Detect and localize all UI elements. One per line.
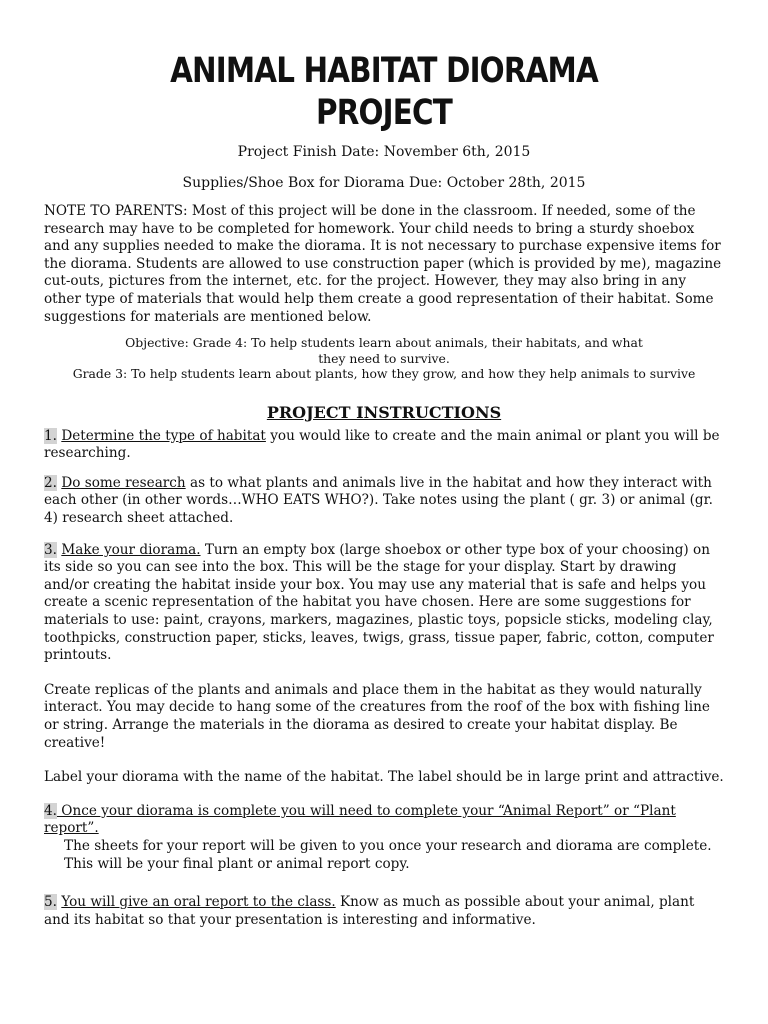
step-text: Know as much as possible about your animal, plant and its habitat so that your presentation is interesting and informative. [44, 894, 695, 928]
objective-grade3: Grade 3: To help students learn about plants, how they grow, and how they help animals to survive [72, 366, 696, 382]
replicas-paragraph: Create replicas of the plants and animals and place them in the habitat as they would naturally interact. You may decide to hang some of the creatures from the roof of the box with fishing line or string. Arrange the materials in the diorama as desired to create your habitat display. Be creative! [44, 681, 710, 751]
step-text: as to what plants and animals live in the habitat and how they interact with each other (in other words…WHO EATS WHO?). Take notes using the plant ( gr. 3) or animal (gr. 4) research sheet attached. [44, 474, 713, 527]
step-3 [44, 542, 724, 665]
step-2 [44, 475, 724, 528]
instructions-heading: PROJECT INSTRUCTIONS [266, 402, 502, 422]
step-lead: Determine the type of habitat [61, 427, 266, 444]
label-paragraph: Label your diorama with the name of the habitat. The label should be in large print and attractive. [44, 769, 724, 786]
step-lead: Once your diorama is complete you will need to complete your “Animal Report” or “Plant report”. [44, 802, 676, 837]
step-number: 5. [44, 894, 57, 911]
step-text: Turn an empty box (large shoebox or other type box of your choosing) on its side so you can see into the box. This will be the stage for your display. Start by drawing and/or creating the habitat inside your box. You may use any material that is safe and helps you create a scenic representation of the habitat you have chosen. Here are some suggestions for materials to use: paint, crayons, markers, magazines, plastic toys, popsicle sticks, modeling clay, toothpicks, construction paper, sticks, leaves, twigs, grass, tissue paper, fabric, cotton, computer printouts. [44, 541, 714, 664]
step-lead: Make your diorama. [61, 541, 201, 558]
step-number: 4. [44, 802, 57, 819]
step-number: 3. [44, 541, 57, 558]
step-text: you would like to create and the main animal or plant you will be researching. [44, 427, 720, 462]
step-number: 2. [44, 474, 57, 491]
step-lead: You will give an oral report to the class. [61, 894, 336, 911]
document-title: ANIMAL HABITAT DIORAMA PROJECT [170, 51, 598, 133]
step-lead: Do some research [61, 474, 186, 491]
step-number: 1. [44, 427, 57, 444]
objective-grade4: Objective: Grade 4: To help students learn about animals, their habitats, and what they need to survive. [125, 335, 643, 366]
step-5 [44, 894, 724, 929]
step-1 [44, 428, 724, 463]
supplies-due-date: Supplies/Shoe Box for Diorama Due: October 28th, 2015 [182, 175, 586, 191]
finish-date: Project Finish Date: November 6th, 2015 [237, 144, 531, 160]
report-sheets-paragraph: The sheets for your report will be given to you once your research and diorama are complete. This will be your final plant or animal report copy. [64, 837, 712, 872]
note-to-parents: NOTE TO PARENTS: Most of this project will be done in the classroom. If needed, some of the research may have to be completed for homework. Your child needs to bring a sturdy shoebox and any supplies needed to make the diorama. It is not necessary to purchase expensive items for the diorama. Students are allowed to use construction paper (which is provided by me), magazine cut-outs, pictures from the internet, etc. for the project. However, they may also bring in any other type of materials that would help them create a good representation of their habitat. Some suggestions for materials are mentioned below. [44, 203, 722, 325]
step-4 [44, 803, 724, 838]
